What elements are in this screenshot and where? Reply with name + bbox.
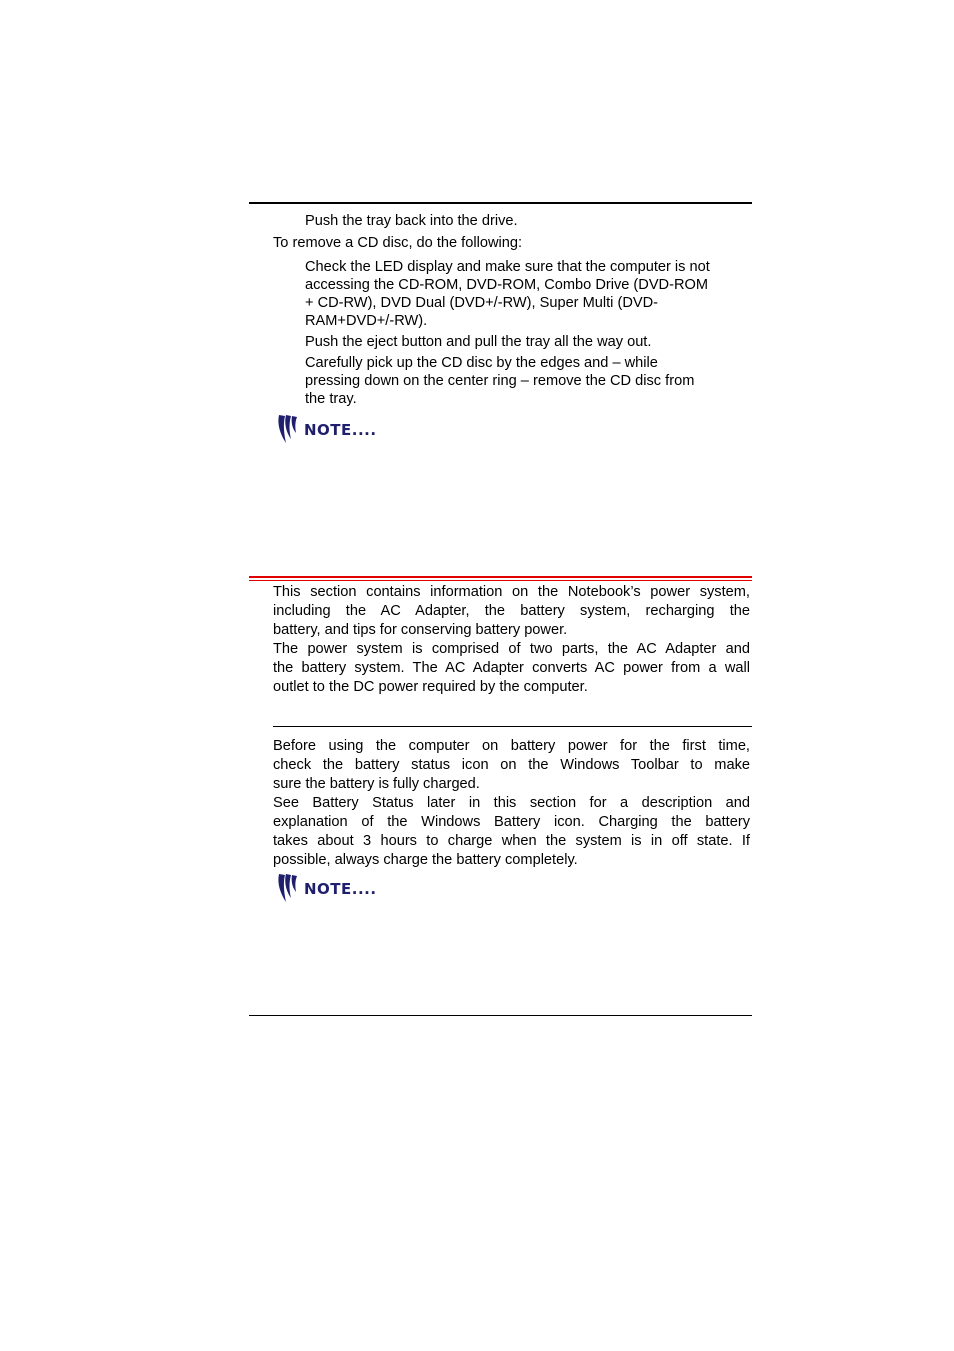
step-check-led-line-3: + CD-RW), DVD Dual (DVD+/-RW), Super Multi (DVD-: [305, 295, 658, 311]
power-system-line-3: outlet to the DC power required by the computer.: [273, 679, 588, 695]
power-intro-line-3: battery, and tips for conserving battery power.: [273, 622, 568, 638]
section-divider-red-thin: [249, 580, 752, 581]
footer-rule: [249, 1015, 752, 1016]
power-system-line-1: The power system is comprised of two parts, the AC Adapter and: [273, 641, 750, 657]
step-pick-disc-line-2: pressing down on the center ring – remove the CD disc from: [305, 373, 695, 389]
step-pick-disc-line-3: the tray.: [305, 391, 357, 407]
remove-cd-intro: To remove a CD disc, do the following:: [273, 235, 523, 251]
step-check-led-line-2: accessing the CD-ROM, DVD-ROM, Combo Drive (DVD-ROM: [305, 277, 709, 293]
note-callout-1: [276, 414, 377, 444]
note-label: NOTE....: [304, 880, 377, 898]
power-system-line-2: the battery system. The AC Adapter converts AC power from a wall: [273, 660, 750, 676]
note-quill-icon: [276, 873, 302, 903]
note-callout-2: [276, 873, 377, 903]
note-label: NOTE....: [304, 421, 377, 439]
battery-first-use-line-1: Before using the computer on battery power for the first time,: [273, 738, 750, 754]
step-pick-disc-line-1: Carefully pick up the CD disc by the edges and – while: [305, 355, 658, 371]
battery-first-use-line-3: sure the battery is fully charged.: [273, 776, 480, 792]
note-quill-icon: [276, 414, 302, 444]
step-check-led-line-4: RAM+DVD+/-RW).: [305, 313, 428, 329]
step-check-led-line-1: Check the LED display and make sure that the computer is not: [305, 259, 710, 275]
subsection-divider: [273, 726, 752, 727]
battery-status-line-1: See Battery Status later in this section for a description and: [273, 795, 750, 811]
section-divider-red: [249, 576, 752, 578]
battery-status-line-4: possible, always charge the battery completely.: [273, 852, 578, 868]
power-intro-line-2: including the AC Adapter, the battery system, recharging the: [273, 603, 750, 619]
header-rule: [249, 202, 752, 204]
step-eject: Push the eject button and pull the tray all the way out.: [305, 334, 652, 350]
battery-first-use-line-2: check the battery status icon on the Windows Toolbar to make: [273, 757, 750, 773]
push-tray-step: Push the tray back into the drive.: [305, 213, 518, 229]
battery-status-line-3: takes about 3 hours to charge when the system is in off state. If: [273, 833, 750, 849]
power-intro-line-1: This section contains information on the Notebook’s power system,: [273, 584, 750, 600]
battery-status-line-2: explanation of the Windows Battery icon. Charging the battery: [273, 814, 750, 830]
